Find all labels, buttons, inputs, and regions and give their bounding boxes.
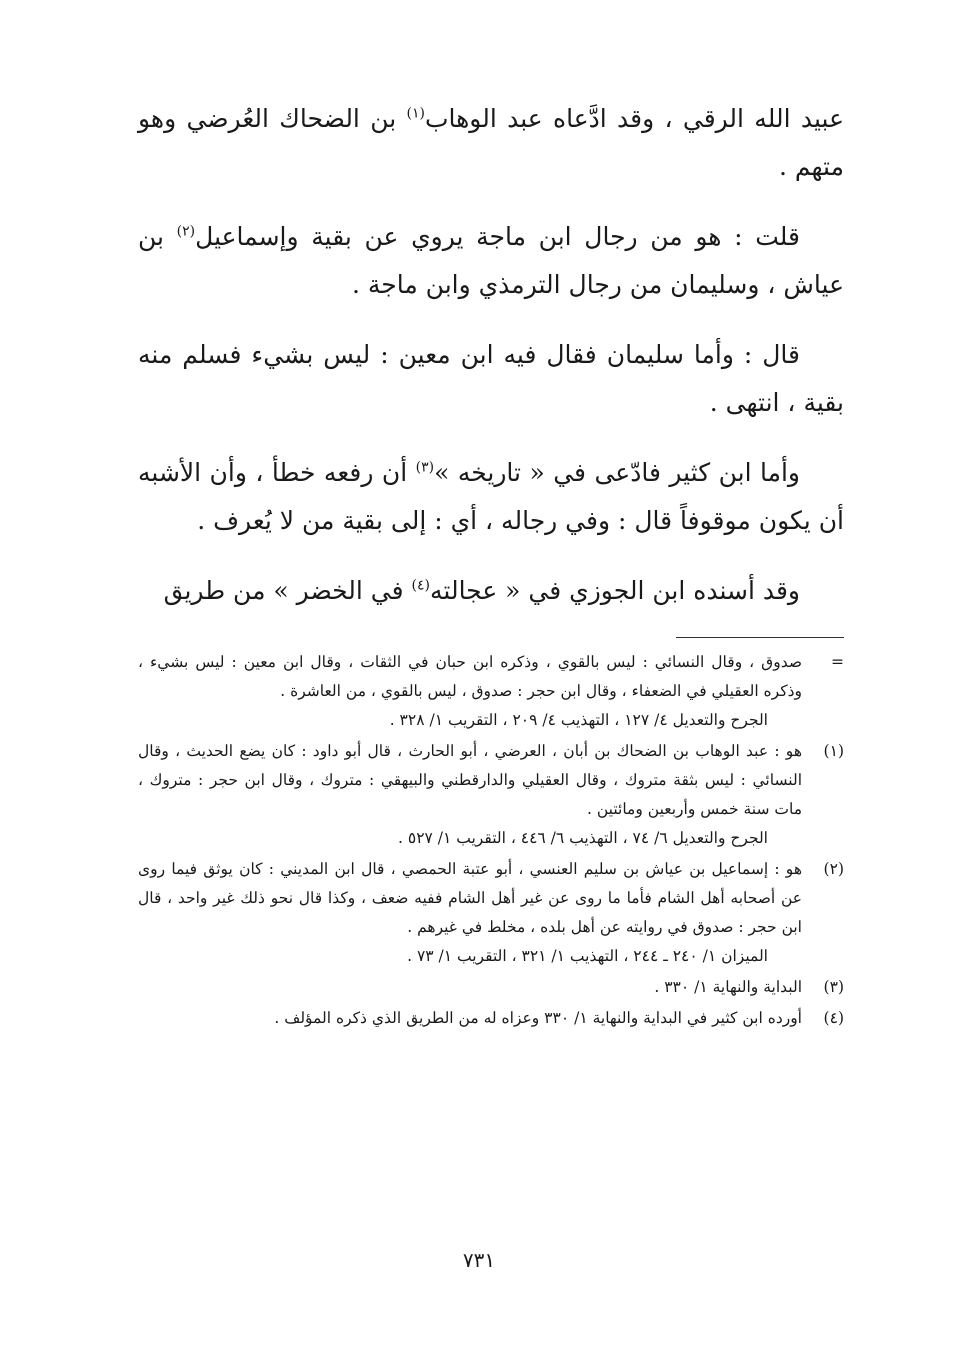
- footnote-ref-2: (٢): [176, 223, 196, 240]
- footnote-marker: (٤): [823, 1009, 844, 1027]
- footnote-separator: [676, 637, 844, 638]
- paragraph-3: قال : وأما سليمان فقال فيه ابن معين : ليس بشيء فسلم منه بقية ، انتهى .: [138, 340, 844, 417]
- footnote-text: هو : عبد الوهاب بن الضحاك بن أبان ، العرضي ، أبو الحارث ، قال أبو داود : كان يضع الحديث ، وقال النسائي : ليس بثقة متروك ، وقال العقيلي والدارقطني والبيهقي : متروك ، وقال ابن حجر : متروك ، مات سنة خمس وأربعين ومائتين .: [138, 742, 802, 818]
- footnote-reference: الجرح والتعديل ٦/ ٧٤ ، التهذيب ٦/ ٤٤٦ ، التقريب ١/ ٥٢٧ .: [398, 829, 768, 847]
- footnote-marker: (٢): [823, 860, 844, 878]
- footnotes: [138, 648, 844, 1033]
- footnote-text: أورده ابن كثير في البداية والنهاية ١/ ٣٣٠ وعزاه له من الطريق الذي ذكره المؤلف .: [274, 1009, 802, 1027]
- footnote-2: [138, 855, 844, 971]
- paragraph-2: قلت : هو من رجال ابن ماجة يروي عن بقية وإسماعيل$^{(٢)}$ بن عياش ، وسليمان من رجال الترمذي وابن ماجة .: [138, 222, 844, 299]
- paragraph-4: وأما ابن كثير فادّعى في « تاريخه »$^{(٣)}$ أن رفعه خطأ ، وأن الأشبه أن يكون موقوفاً قال : وفي رجاله ، أي : إلى بقية من لا يُعرف .: [138, 458, 844, 535]
- page-content: [138, 95, 844, 1035]
- footnote-continued: [138, 648, 844, 735]
- footnote-1: [138, 737, 844, 853]
- footnote-reference: الميزان ١/ ٢٤٠ ـ ٢٤٤ ، التهذيب ١/ ٣٢١ ، التقريب ١/ ٧٣ .: [407, 947, 768, 965]
- paragraph-5: وقد أسنده ابن الجوزي في « عجالته$^{(٤)}$ في الخضر » من طريق: [163, 576, 800, 605]
- footnote-ref-4: (٤): [411, 577, 430, 594]
- footnote-text: البداية والنهاية ١/ ٣٣٠ .: [654, 978, 802, 996]
- main-text: [138, 95, 844, 615]
- footnote-text: هو : إسماعيل بن عياش بن سليم العنسي ، أبو عتبة الحمصي ، قال ابن المديني : كان يوثق فيما روى عن أصحابه أهل الشام فأما ما روى عن غير أهل الشام ففيه ضعف ، وكذا قال نحو ذلك غير واحد ، قال ابن حجر : صدوق في روايته عن أهل بلده ، مخلط في غيرهم .: [138, 860, 802, 936]
- page-number: ٧٣١: [462, 1248, 496, 1272]
- footnote-text: صدوق ، وقال النسائي : ليس بالقوي ، وذكره ابن حبان في الثقات ، وقال ابن معين : ليس بشيء ، وذكره العقيلي في الضعفاء ، وقال ابن حجر : صدوق ، ليس بالقوي ، من العاشرة .: [138, 653, 802, 700]
- footnote-4: [138, 1004, 844, 1033]
- footnote-ref-1: (١): [406, 105, 425, 122]
- footnote-marker: (١): [823, 742, 844, 760]
- footnote-marker: =: [831, 653, 844, 671]
- footnote-ref-3: (٣): [415, 459, 435, 476]
- footnote-3: [138, 973, 844, 1002]
- paragraph-1: عبيد الله الرقي ، وقد ادَّعاه عبد الوهاب$^{(١)}$ بن الضحاك العُرضي وهو متهم .: [138, 104, 844, 181]
- footnote-reference: الجرح والتعديل ٤/ ١٢٧ ، التهذيب ٤/ ٢٠٩ ، التقريب ١/ ٣٢٨ .: [389, 711, 768, 729]
- footnote-marker: (٣): [823, 978, 844, 996]
